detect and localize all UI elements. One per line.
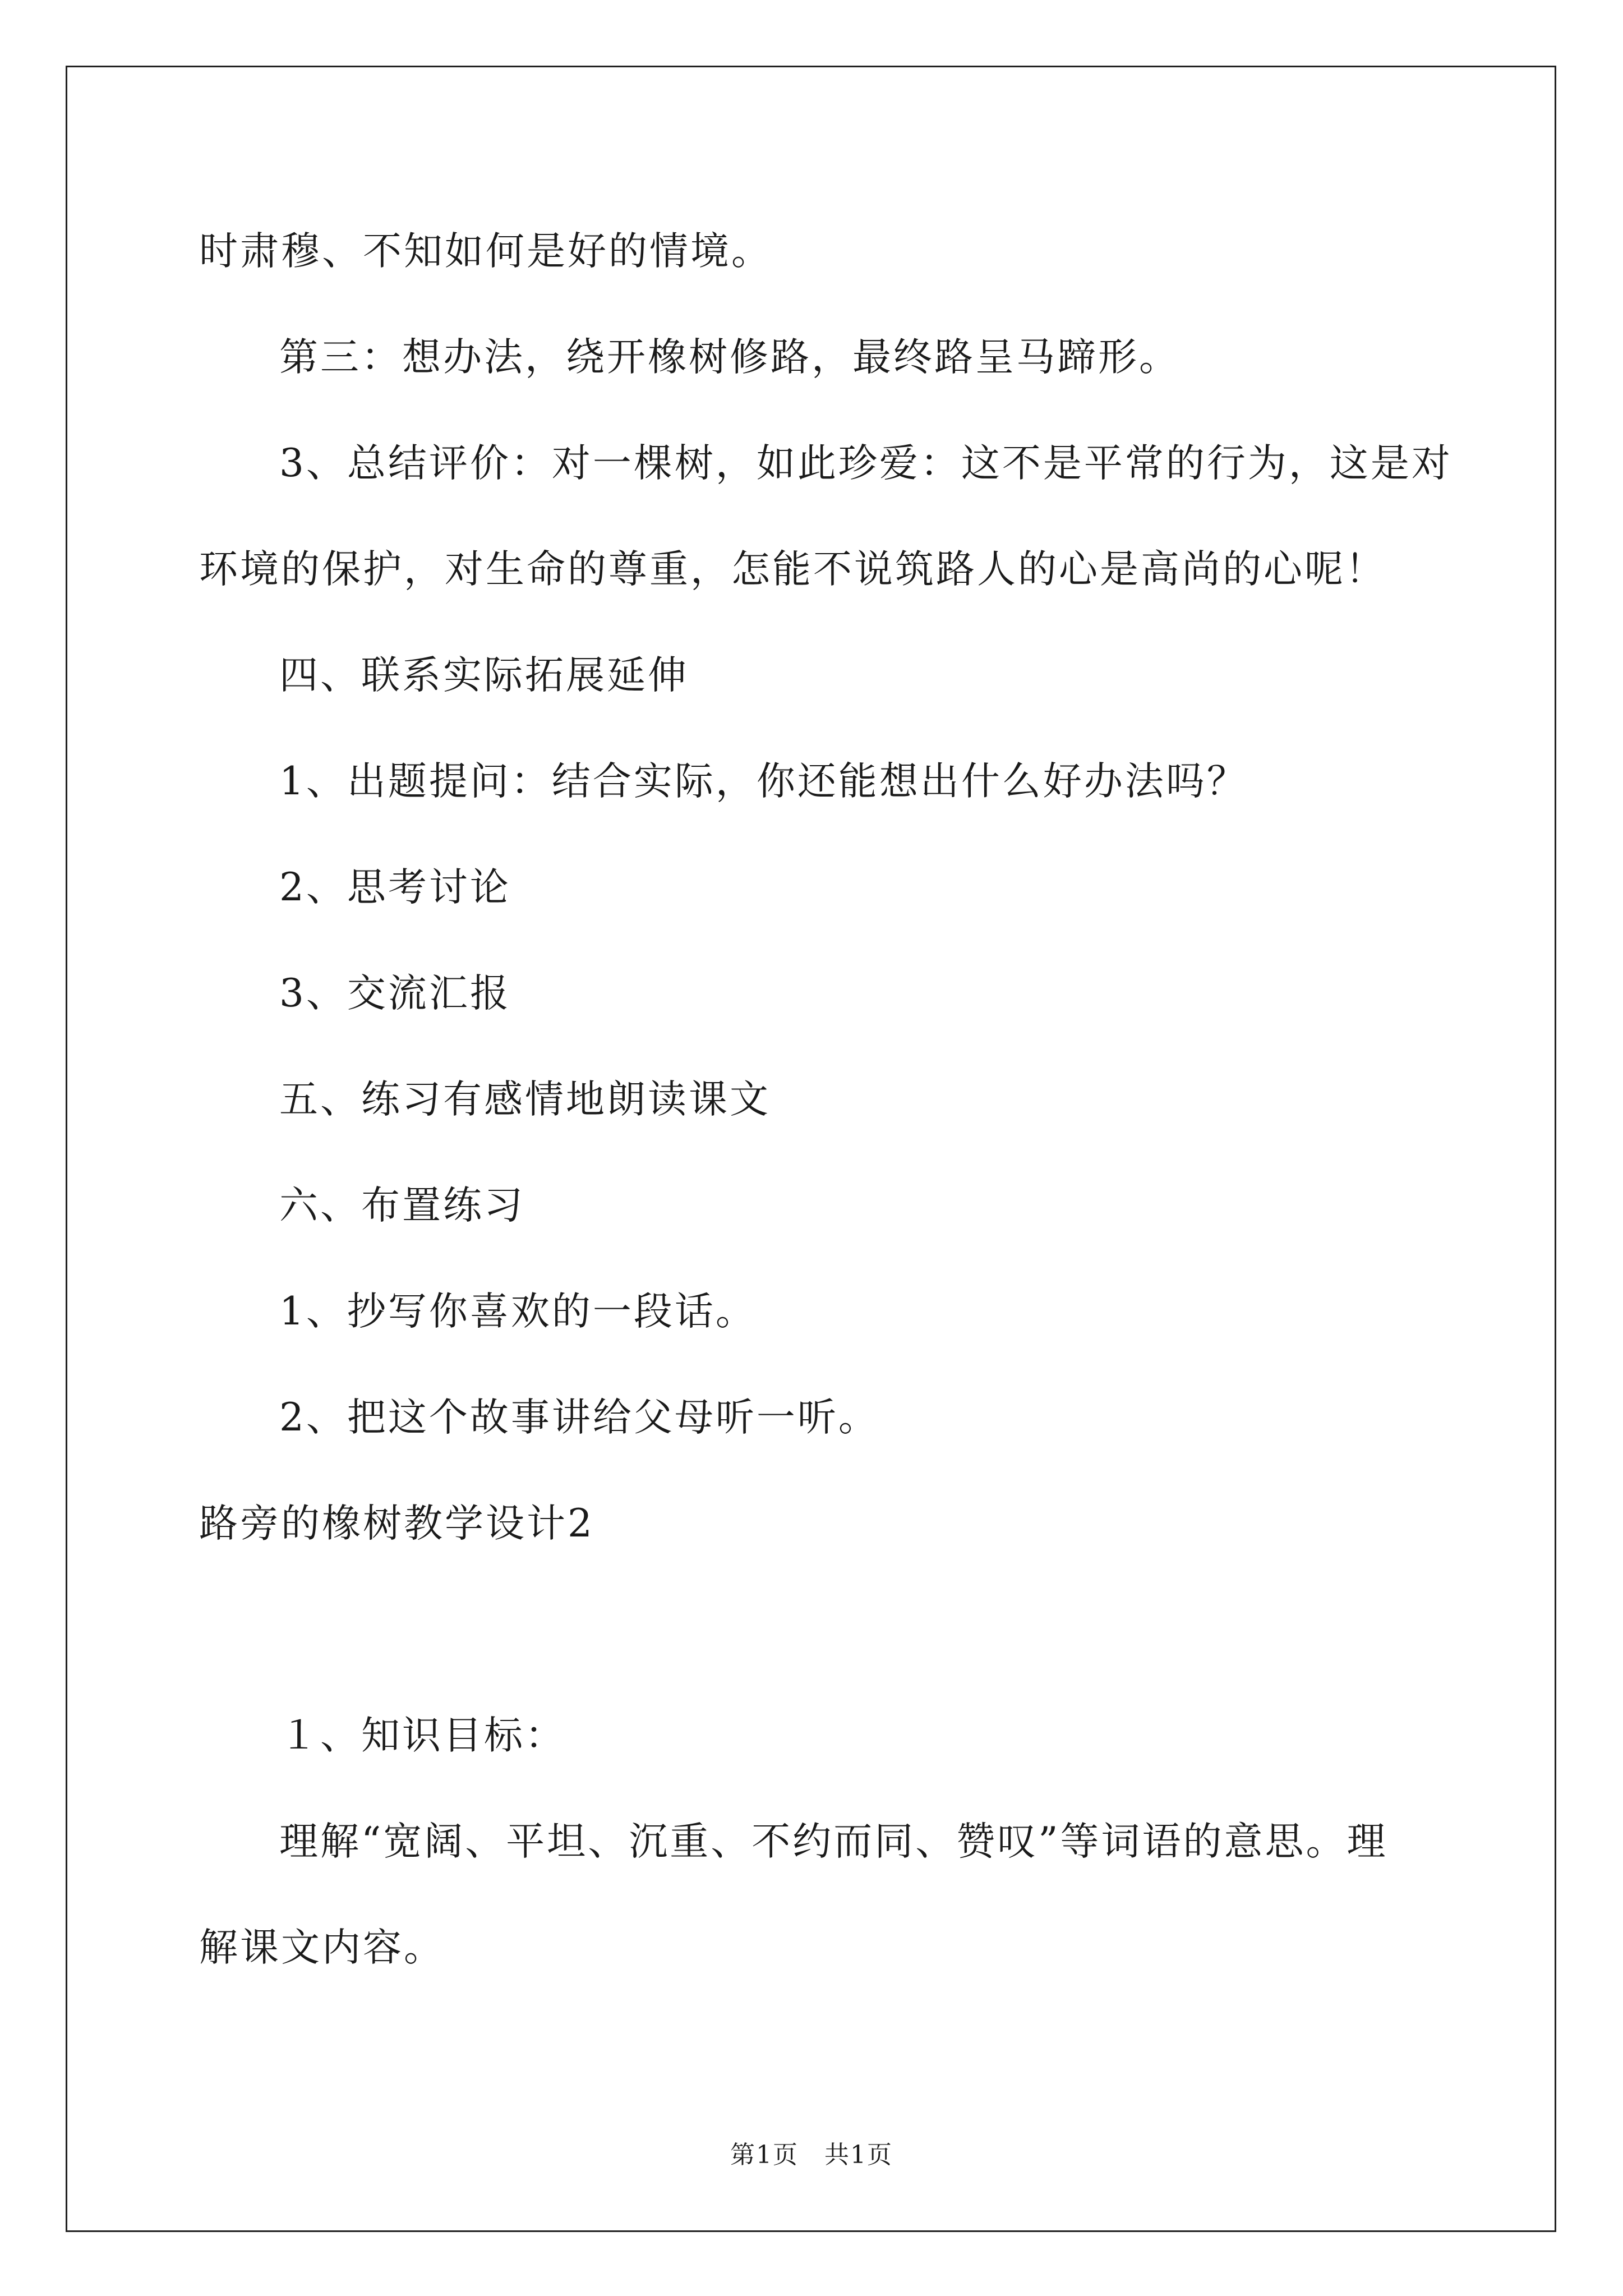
paragraph-line: 2、把这个故事讲给父母听一听。 bbox=[279, 1395, 879, 1440]
section-heading: 六、布置练习 bbox=[279, 1183, 525, 1228]
paragraph-line: 第三：想办法，绕开橡树修路，最终路呈马蹄形。 bbox=[279, 335, 1180, 380]
paragraph-line: 2、思考讨论 bbox=[279, 865, 511, 910]
document-title: 路旁的橡树教学设计2 bbox=[199, 1501, 594, 1546]
section-heading: 四、联系实际拓展延伸 bbox=[279, 653, 689, 698]
paragraph-line: 理解“宽阔、平坦、沉重、不约而同、赞叹”等词语的意思。理 bbox=[279, 1819, 1388, 1864]
paragraph-line: 环境的保护，对生命的尊重，怎能不说筑路人的心是高尚的心呢！ bbox=[199, 547, 1386, 592]
section-heading: １、知识目标： bbox=[279, 1713, 566, 1758]
paragraph-line: 1、抄写你喜欢的一段话。 bbox=[279, 1289, 757, 1334]
paragraph-line: 解课文内容。 bbox=[199, 1925, 445, 1970]
paragraph-line: 3、交流汇报 bbox=[279, 971, 511, 1016]
page-number-footer: 第1页 共1页 bbox=[730, 2141, 893, 2169]
section-heading: 五、练习有感情地朗读课文 bbox=[279, 1077, 771, 1122]
paragraph-line: 1、出题提问：结合实际，你还能想出什么好办法吗？ bbox=[279, 759, 1248, 804]
paragraph-line: 3、总结评价：对一棵树，如此珍爱：这不是平常的行为，这是对 bbox=[279, 441, 1453, 486]
paragraph-line: 时肃穆、不知如何是好的情境。 bbox=[199, 229, 772, 274]
page-border bbox=[66, 66, 1556, 2232]
